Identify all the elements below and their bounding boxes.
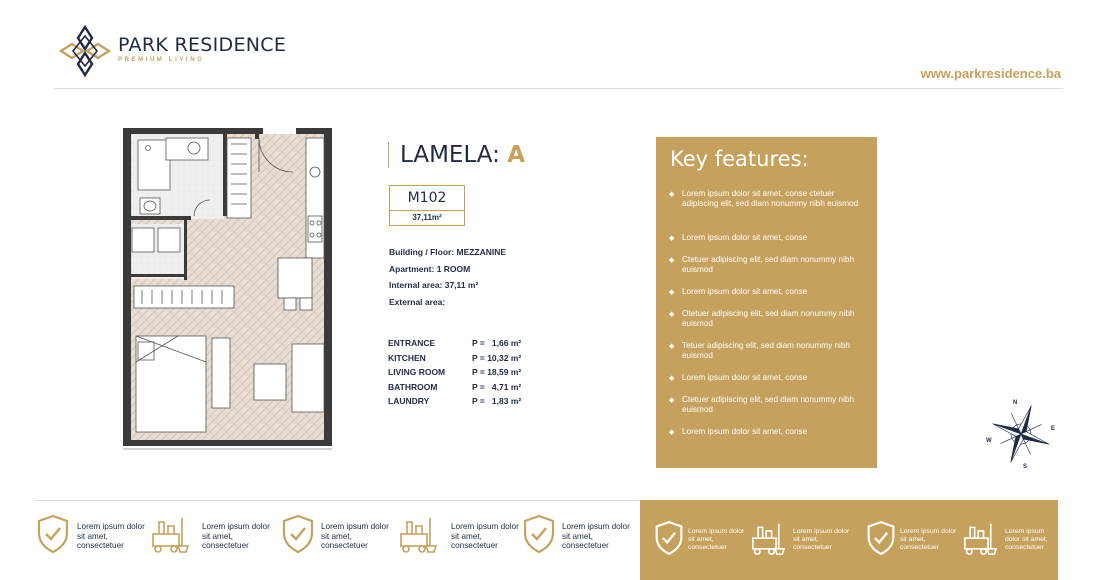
diamond-bullet-icon: ◆ bbox=[669, 429, 675, 436]
info-external-area: External area: bbox=[389, 296, 446, 307]
shield-check-icon bbox=[654, 520, 684, 556]
feature-text: Lorem ipsum dolor sit amet, conse bbox=[682, 287, 808, 296]
feature-text: Ctetuer adipiscing elit, sed diam nonummy nibh euismod bbox=[682, 255, 855, 274]
diamond-bullet-icon: ◆ bbox=[669, 191, 675, 198]
floor-plan bbox=[118, 124, 348, 456]
compass-north-label: N bbox=[1013, 400, 1018, 406]
header-divider bbox=[54, 88, 1063, 89]
diamond-bullet-icon: ◆ bbox=[669, 343, 675, 350]
area-row bbox=[388, 338, 538, 353]
feature-item bbox=[669, 373, 865, 383]
unit-info bbox=[389, 246, 506, 312]
lamela-heading bbox=[388, 142, 525, 168]
amenity-text: Lorem ipsum dolor sit amet, consectetuer bbox=[793, 528, 850, 551]
unit-area: 37,11m² bbox=[412, 213, 442, 222]
cleaning-cart-icon bbox=[398, 516, 438, 554]
key-features-panel bbox=[656, 137, 877, 468]
area-row bbox=[388, 353, 538, 368]
info-building: Building / Floor: MEZZANINE bbox=[389, 247, 507, 257]
area-row bbox=[388, 367, 538, 382]
amenity-text: Lorem ipsum dolor sit amet, consectetuer bbox=[1005, 528, 1048, 551]
room-areas bbox=[388, 338, 538, 411]
feature-item bbox=[669, 309, 865, 329]
feature-text: Lorem ipsum dolor sit amet, conse bbox=[682, 373, 808, 382]
area-name: BATHROOM bbox=[388, 381, 438, 392]
lamela-letter: A bbox=[507, 142, 525, 168]
area-value: P = 10,32 m² bbox=[472, 352, 522, 363]
brand-name: PARK RESIDENCE bbox=[118, 34, 287, 56]
info-internal-area: Internal area: 37,11 m² bbox=[389, 280, 479, 290]
area-row bbox=[388, 382, 538, 397]
diamond-bullet-icon: ◆ bbox=[669, 375, 675, 382]
area-value: P = 1,83 m² bbox=[472, 396, 522, 406]
feature-text: Lorem ipsum dolor sit amet, conse bbox=[682, 427, 808, 436]
shield-check-icon bbox=[281, 514, 315, 554]
amenity-text: Lorem ipsum dolor sit amet, consectetuer bbox=[77, 522, 145, 551]
feature-item bbox=[669, 395, 865, 415]
diamond-bullet-icon: ◆ bbox=[669, 397, 675, 404]
diamond-bullet-icon: ◆ bbox=[669, 311, 675, 318]
area-value: P = 4,71 m² bbox=[472, 381, 522, 392]
unit-badge bbox=[389, 185, 465, 226]
cleaning-cart-icon bbox=[150, 516, 190, 554]
amenity-text: Lorem ipsum dolor sit amet, consectetuer bbox=[562, 522, 630, 551]
diamond-bullet-icon: ◆ bbox=[669, 257, 675, 264]
feature-item bbox=[669, 233, 865, 243]
cleaning-cart-icon bbox=[750, 522, 786, 556]
area-value: P = 1,66 m² bbox=[472, 338, 522, 348]
feature-item bbox=[669, 255, 865, 275]
diamond-bullet-icon: ◆ bbox=[669, 289, 675, 296]
website-link[interactable]: www.parkresidence.ba bbox=[920, 66, 1061, 81]
area-row bbox=[388, 396, 538, 411]
shield-check-icon bbox=[522, 514, 556, 554]
area-name: LIVING ROOM bbox=[388, 367, 446, 377]
compass-east-label: E bbox=[1051, 426, 1056, 432]
area-name: ENTRANCE bbox=[388, 338, 436, 348]
feature-item bbox=[669, 341, 865, 361]
amenity-text: Lorem ipsum dolor sit amet, consectetuer bbox=[321, 522, 389, 551]
amenity-text: Lorem ipsum dolor sit amet, consectetuer bbox=[900, 528, 957, 551]
feature-item bbox=[669, 189, 865, 209]
diamond-bullet-icon: ◆ bbox=[669, 235, 675, 242]
compass-rose-icon bbox=[983, 396, 1059, 472]
feature-text: Tetuer adipiscing elit, sed diam nonummy nibh euismod bbox=[682, 341, 850, 360]
feature-item bbox=[669, 287, 865, 297]
feature-text: Otetuer adipiscing elit, sed diam nonummy nibh euismod bbox=[682, 309, 855, 328]
compass-west-label: W bbox=[986, 438, 992, 444]
unit-badge-divider bbox=[390, 210, 464, 211]
amenity-text: Lorem ipsum dolor sit amet, consectetuer bbox=[451, 522, 519, 551]
info-apartment: Apartment: 1 ROOM bbox=[389, 263, 471, 274]
area-name: LAUNDRY bbox=[388, 396, 430, 406]
key-features-title: Key features: bbox=[670, 147, 809, 171]
logo-mark-icon bbox=[58, 24, 112, 78]
feature-text: Lorem ipsum dolor sit amet, conse ctetuer adipiscing elit, sed diam nonummy nibh euismod bbox=[682, 189, 859, 208]
brand-tagline: PREMIUM LIVING bbox=[118, 57, 205, 63]
amenity-text: Lorem ipsum dolor sit amet, consectetuer bbox=[202, 522, 270, 551]
brand-logo[interactable] bbox=[58, 24, 288, 78]
feature-item bbox=[669, 427, 865, 437]
area-value: P = 18,59 m² bbox=[472, 367, 522, 377]
cleaning-cart-icon bbox=[962, 522, 998, 556]
area-name: KITCHEN bbox=[388, 352, 426, 363]
shield-check-icon bbox=[866, 520, 896, 556]
unit-code: M102 bbox=[407, 190, 447, 206]
compass-south-label: S bbox=[1023, 464, 1028, 470]
lamela-prefix: LAMELA: bbox=[400, 142, 500, 168]
amenity-text: Lorem ipsum dolor sit amet, consectetuer bbox=[688, 528, 745, 551]
shield-check-icon bbox=[36, 514, 70, 554]
feature-text: Ctetuer adipiscing elit, sed diam nonummy nibh euismod bbox=[682, 395, 855, 414]
feature-text: Lorem ipsum dolor sit amet, conse bbox=[682, 233, 808, 242]
